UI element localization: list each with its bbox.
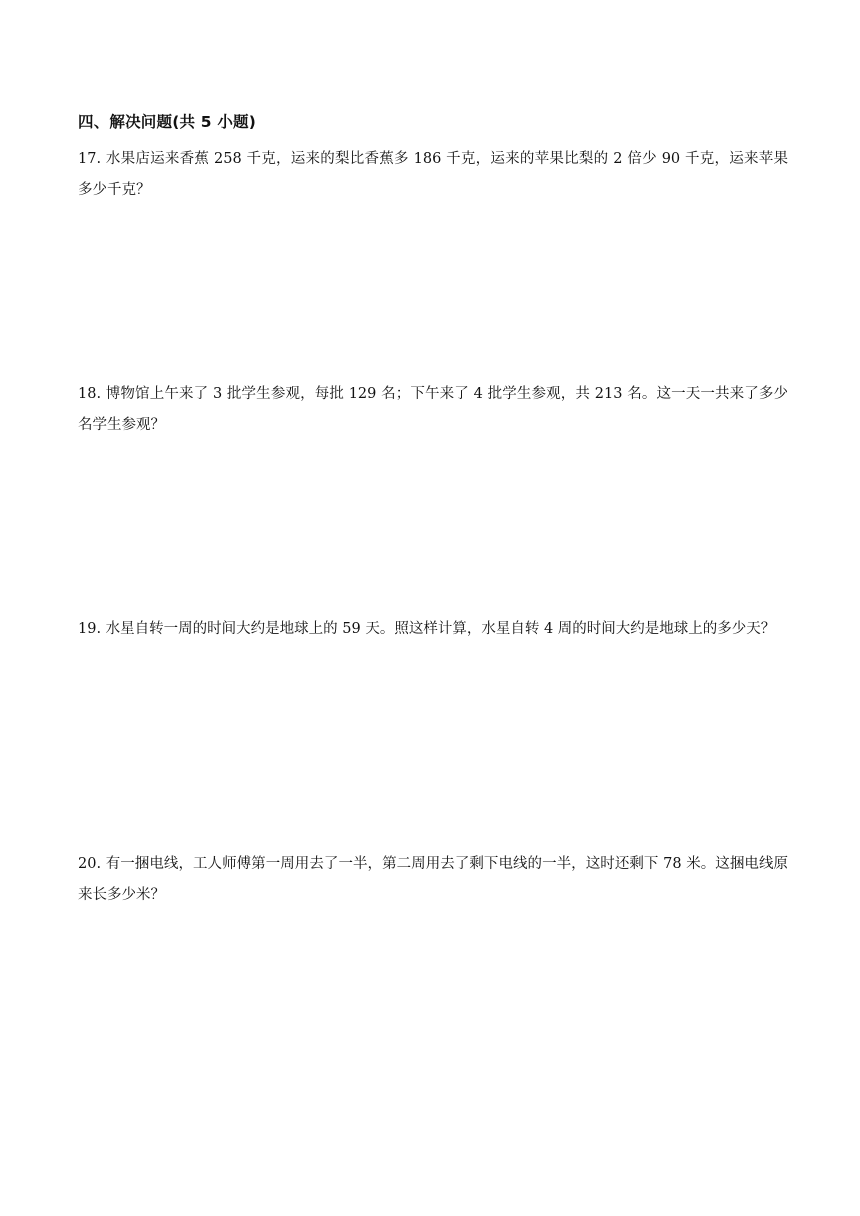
section-heading: 四、解决问题(共 5 小题): [78, 113, 257, 131]
question-17: 17. 水果店运来香蕉 258 千克，运来的梨比香蕉多 186 千克，运来的苹果比梨的 2 倍少 90 千克，运来苹果多少千克？: [78, 151, 788, 198]
question-20: 20. 有一捆电线，工人师傅第一周用去了一半，第二周用去了剩下电线的一半，这时还剩下 78 米。这捆电线原来长多少米？: [78, 856, 788, 903]
question-18: 18. 博物馆上午来了 3 批学生参观，每批 129 名；下午来了 4 批学生参观，共 213 名。这一天一共来了多少名学生参观？: [78, 386, 788, 433]
question-19: 19. 水星自转一周的时间大约是地球上的 59 天。照这样计算，水星自转 4 周的时间大约是地球上的多少天？: [78, 621, 776, 637]
